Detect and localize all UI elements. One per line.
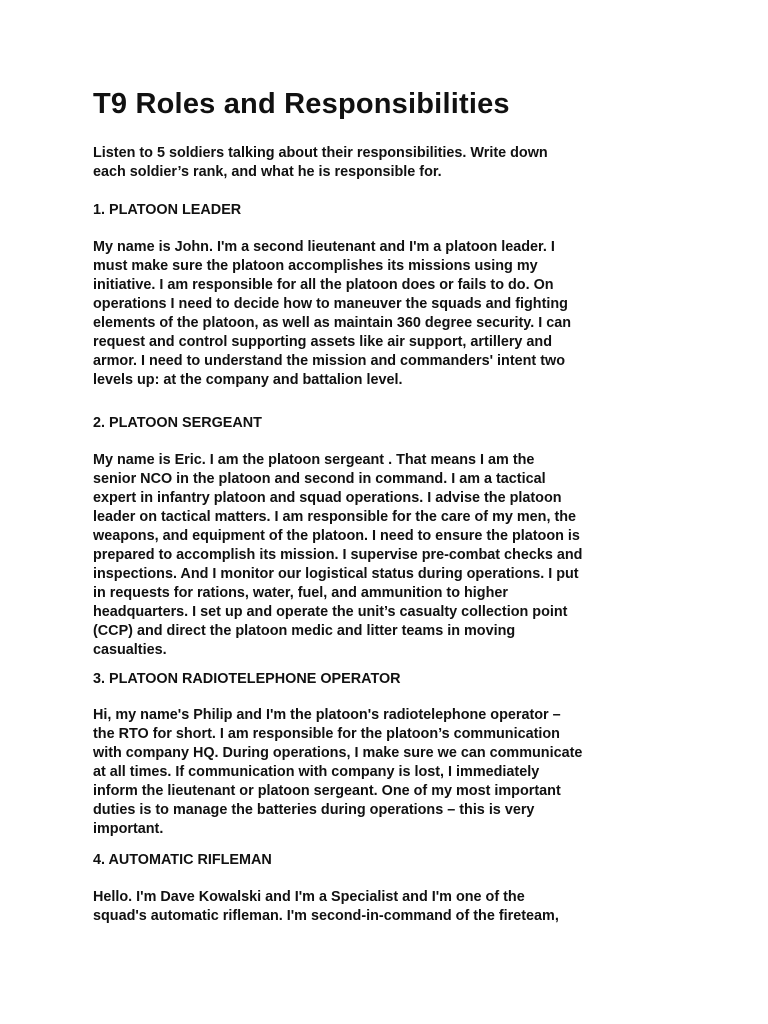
paragraph-line: weapons, and equipment of the platoon. I need to ensure the platoon is	[93, 528, 580, 544]
intro-line: Listen to 5 soldiers talking about their responsibilities. Write down	[93, 145, 548, 161]
section-paragraph-automatic-rifleman	[93, 888, 693, 926]
section-heading-platoon-leader: 1. PLATOON LEADER	[93, 202, 242, 218]
paragraph-line: Hi, my name's Philip and I'm the platoon's radiotelephone operator –	[93, 707, 561, 723]
section-paragraph-radiotelephone-operator	[93, 706, 693, 839]
paragraph-line: squad's automatic rifleman. I'm second-in-command of the fireteam,	[93, 908, 559, 924]
paragraph-line: (CCP) and direct the platoon medic and litter teams in moving	[93, 623, 516, 639]
paragraph-line: important.	[93, 821, 164, 837]
paragraph-line: levels up: at the company and battalion level.	[93, 372, 403, 388]
paragraph-line: headquarters. I set up and operate the unit’s casualty collection point	[93, 604, 568, 620]
paragraph-line: elements of the platoon, as well as maintain 360 degree security. I can	[93, 315, 571, 331]
section-paragraph-platoon-sergeant	[93, 451, 693, 660]
paragraph-line: with company HQ. During operations, I make sure we can communicate	[93, 745, 583, 761]
paragraph-line: request and control supporting assets like air support, artillery and	[93, 334, 553, 350]
paragraph-line: initiative. I am responsible for all the platoon does or fails to do. On	[93, 277, 554, 293]
section-heading-radiotelephone-operator: 3. PLATOON RADIOTELEPHONE OPERATOR	[93, 671, 401, 687]
section-paragraph-platoon-leader	[93, 238, 693, 390]
paragraph-line: inform the lieutenant or platoon sergeant. One of my most important	[93, 783, 561, 799]
paragraph-line: My name is Eric. I am the platoon sergeant . That means I am the	[93, 452, 535, 468]
paragraph-line: the RTO for short. I am responsible for the platoon’s communication	[93, 726, 560, 742]
paragraph-line: expert in infantry platoon and squad operations. I advise the platoon	[93, 490, 562, 506]
paragraph-line: duties is to manage the batteries during operations – this is very	[93, 802, 535, 818]
paragraph-line: must make sure the platoon accomplishes its missions using my	[93, 258, 538, 274]
paragraph-line: leader on tactical matters. I am responsible for the care of my men, the	[93, 509, 577, 525]
paragraph-line: in requests for rations, water, fuel, and ammunition to higher	[93, 585, 508, 601]
paragraph-line: operations I need to decide how to maneuver the squads and fighting	[93, 296, 568, 312]
paragraph-line: senior NCO in the platoon and second in command. I am a tactical	[93, 471, 546, 487]
paragraph-line: Hello. I'm Dave Kowalski and I'm a Specialist and I'm one of the	[93, 889, 525, 905]
intro-line: each soldier’s rank, and what he is responsible for.	[93, 164, 442, 180]
paragraph-line: inspections. And I monitor our logistical status during operations. I put	[93, 566, 579, 582]
paragraph-line: armor. I need to understand the mission and commanders' intent two	[93, 353, 565, 369]
paragraph-line: My name is John. I'm a second lieutenant and I'm a platoon leader. I	[93, 239, 555, 255]
paragraph-line: casualties.	[93, 642, 167, 658]
section-heading-automatic-rifleman: 4. AUTOMATIC RIFLEMAN	[93, 852, 272, 868]
section-heading-platoon-sergeant: 2. PLATOON SERGEANT	[93, 415, 262, 431]
paragraph-line: prepared to accomplish its mission. I supervise pre-combat checks and	[93, 547, 583, 563]
intro-paragraph	[93, 144, 693, 182]
paragraph-line: at all times. If communication with company is lost, I immediately	[93, 764, 540, 780]
page-title: T9 Roles and Responsibilities	[93, 88, 510, 120]
